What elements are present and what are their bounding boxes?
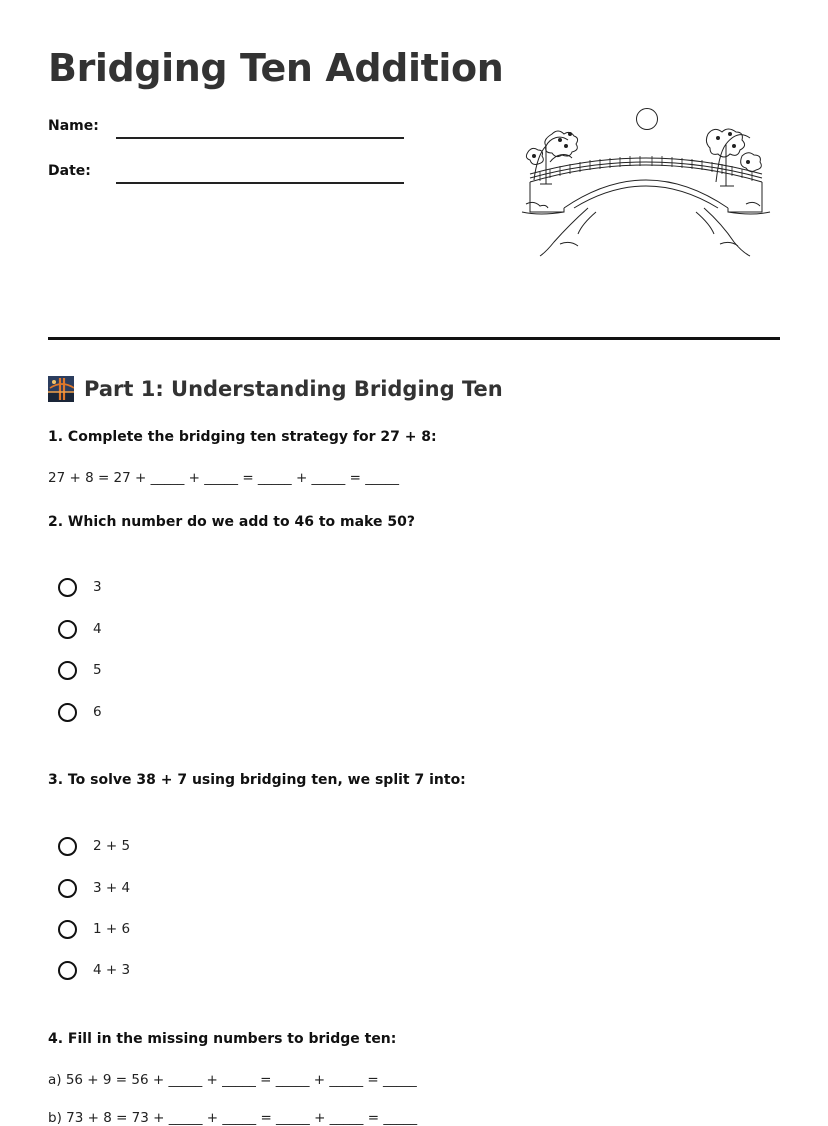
question-3-option[interactable] (58, 917, 130, 941)
date-field[interactable] (116, 182, 404, 184)
radio-button[interactable] (58, 879, 77, 898)
radio-button[interactable] (58, 920, 77, 939)
question-1: 1. Complete the bridging ten strategy for 27 + 8: (48, 429, 437, 445)
radio-button[interactable] (58, 661, 77, 680)
option-label: 5 (93, 662, 102, 678)
option-label: 3 (93, 579, 102, 595)
option-label: 4 + 3 (93, 962, 131, 978)
question-2-option[interactable] (58, 700, 102, 724)
question-4: 4. Fill in the missing numbers to bridge ten: (48, 1031, 397, 1047)
radio-button[interactable] (58, 961, 77, 980)
option-label: 6 (93, 704, 102, 720)
section-divider (48, 337, 780, 340)
question-2: 2. Which number do we add to 46 to make 50? (48, 514, 415, 530)
radio-button[interactable] (58, 703, 77, 722)
question-3-option[interactable] (58, 834, 130, 858)
option-label: 1 + 6 (93, 921, 131, 937)
option-label: 3 + 4 (93, 880, 131, 896)
option-label: 4 (93, 621, 102, 637)
question-3-option[interactable] (58, 958, 130, 982)
section-heading (48, 376, 503, 402)
name-label: Name: (48, 118, 99, 134)
question-3: 3. To solve 38 + 7 using bridging ten, we split 7 into: (48, 772, 466, 788)
date-label: Date: (48, 163, 91, 179)
option-label: 2 + 5 (93, 838, 131, 854)
section-title: Part 1: Understanding Bridging Ten (84, 377, 503, 401)
radio-button[interactable] (58, 837, 77, 856)
bridge-illustration-icon (520, 104, 772, 260)
question-2-option[interactable] (58, 658, 102, 682)
question-3-option[interactable] (58, 876, 130, 900)
worksheet-title: Bridging Ten Addition (48, 46, 504, 90)
radio-button[interactable] (58, 578, 77, 597)
question-2-option[interactable] (58, 575, 102, 599)
question-1-equation: 27 + 8 = 27 + _____ + _____ = _____ + _____ = _____ (48, 470, 399, 486)
name-field[interactable] (116, 137, 404, 139)
radio-button[interactable] (58, 620, 77, 639)
question-4-equation-b: b) 73 + 8 = 73 + _____ + _____ = _____ + _____ = _____ (48, 1110, 418, 1126)
question-2-option[interactable] (58, 617, 102, 641)
question-4-equation-a: a) 56 + 9 = 56 + _____ + _____ = _____ + _____ = _____ (48, 1072, 417, 1088)
bridge-photo-icon (48, 376, 74, 402)
